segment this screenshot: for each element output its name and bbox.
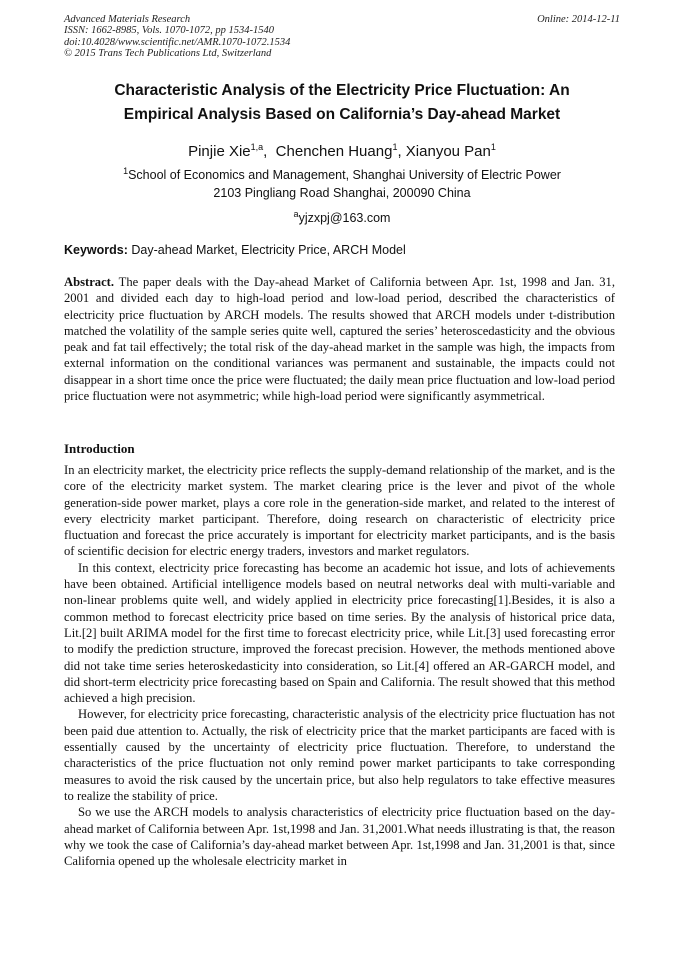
title-line-1: Characteristic Analysis of the Electricity Price Fluctuation: An	[114, 82, 570, 99]
author-3-affiliation-mark: 1	[490, 142, 496, 152]
online-date: Online: 2014-12-11	[537, 14, 620, 25]
email-mark: a	[293, 209, 299, 219]
journal-name: Advanced Materials Research	[64, 14, 191, 25]
copyright-line: © 2015 Trans Tech Publications Ltd, Switzerland	[64, 48, 272, 60]
keywords-text: Day-ahead Market, Electricity Price, ARCH Model	[127, 243, 406, 257]
doi-line: doi:10.4028/www.scientific.net/AMR.1070-1072.1534	[64, 36, 291, 48]
author-list	[64, 137, 620, 162]
issn-line: ISSN: 1662-8985, Vols. 1070-1072, pp 1534-1540	[64, 25, 274, 37]
intro-paragraph-4: So we use the ARCH models to analysis characteristics of electricity price fluctuation based on the day-ahead market of California between Apr. 1st,1998 and Jan. 31,2001.What needs illustrating is that, the reason why we took the case of California’s day-ahead market between Apr. 1st,1998 and Jan. 31,2001 is that, since California opened up the wholesale electricity market in	[64, 805, 615, 869]
keywords-label: Keywords:	[64, 243, 128, 257]
affiliation-address: 2103 Pingliang Road Shanghai, 200090 China	[213, 186, 471, 200]
paper-title	[64, 79, 620, 127]
author-separator: ,	[263, 143, 276, 160]
author-3: Xianyou Pan	[405, 143, 491, 160]
intro-paragraph-1: In an electricity market, the electricity price reflects the supply-demand relationship of the market, and is the core of the electricity market system. The market clearing price is the lever and pivot of the whole generation-side power market, plays a core role in the generation-side market, and related to the interest of every electricity market participant. Therefore, doing research on characteristic of electricity price fluctuation and forecast the price accurately is important for electricity market participants, and is the basis of scientific decision for electric energy traders, investors and market regulators.	[64, 463, 615, 559]
author-2: Chenchen Huang	[275, 143, 393, 160]
affiliation-name: School of Economics and Management, Shanghai University of Electric Power	[128, 168, 561, 183]
email-address: yjzxpj@163.com	[298, 211, 391, 226]
abstract	[64, 274, 615, 404]
abstract-text: The paper deals with the Day-ahead Market of California between Apr. 1st, 1998 and Jan. 31, 2001 and divided each day to high-load period and low-load period, described the characteristics of electricity price fluctuation by ARCH models. The results showed that ARCH models under t-distribution matched the volatility of the sample series quite well, captured the series’ heteroscedasticity and the obvious peak and fat tail effectively; the total risk of the day-ahead market in the sample was high, the impacts from external information on the conditional variances was permanent and sustainable, the impacts could not disappear in a short time once the price were fluctuated; the daily mean price fluctuation and low-load period price fluctuation were not asymmetric; while high-load period were significantly asymmetrical.	[64, 275, 615, 404]
keywords	[64, 242, 620, 258]
affiliation-mark: 1	[123, 166, 129, 176]
author-2-affiliation-mark: 1	[392, 142, 398, 152]
abstract-label: Abstract.	[64, 275, 115, 289]
intro-paragraph-3: However, for electricity price forecasting, characteristic analysis of the electricity price fluctuation has not been paid due attention to. Actually, the risk of electricity price that the market participants are faced with is essentially caused by the uncertainty of electricity price fluctuation. Therefore, to understand the characteristics of the price fluctuation not only remind power market participants to take corresponding measures to avoid the risk caused by the uncertain price, but also help regulators to take effective measures to realize the stability of price.	[64, 707, 615, 803]
author-1: Pinjie Xie	[188, 143, 251, 160]
intro-paragraph-2: In this context, electricity price forecasting has become an academic hot issue, and lots of achievements have been obtained. Artificial intelligence models based on neutral networks deal with multi-variable and non-linear problems quite well, and widely applied in electricity price forecasting[1].Besides, it is also a common method to forecast electricity price based on time series. By the analysis of historical price data, Lit.[2] built ARIMA model for the first time to forecast electricity price, while Lit.[3] used forecasting error to modify the prediction structure, improved the forecast precision. However, the methods mentioned above did not take time series heteroskedasticity into consideration, so Lit.[4] offered an AR-GARCH model, and did short-term electricity price forecasting based on Spain and California. The result showed that this method achieved a high precision.	[64, 560, 615, 706]
introduction-body	[64, 462, 615, 869]
journal-header	[64, 14, 620, 60]
author-1-affiliation-mark: 1,a	[250, 142, 264, 152]
affiliation-line-1	[64, 163, 620, 183]
title-line-2: Empirical Analysis Based on California’s Day-ahead Market	[123, 106, 561, 123]
introduction-heading: Introduction	[64, 441, 135, 456]
email-line	[64, 206, 620, 226]
author-separator: ,	[397, 143, 406, 160]
